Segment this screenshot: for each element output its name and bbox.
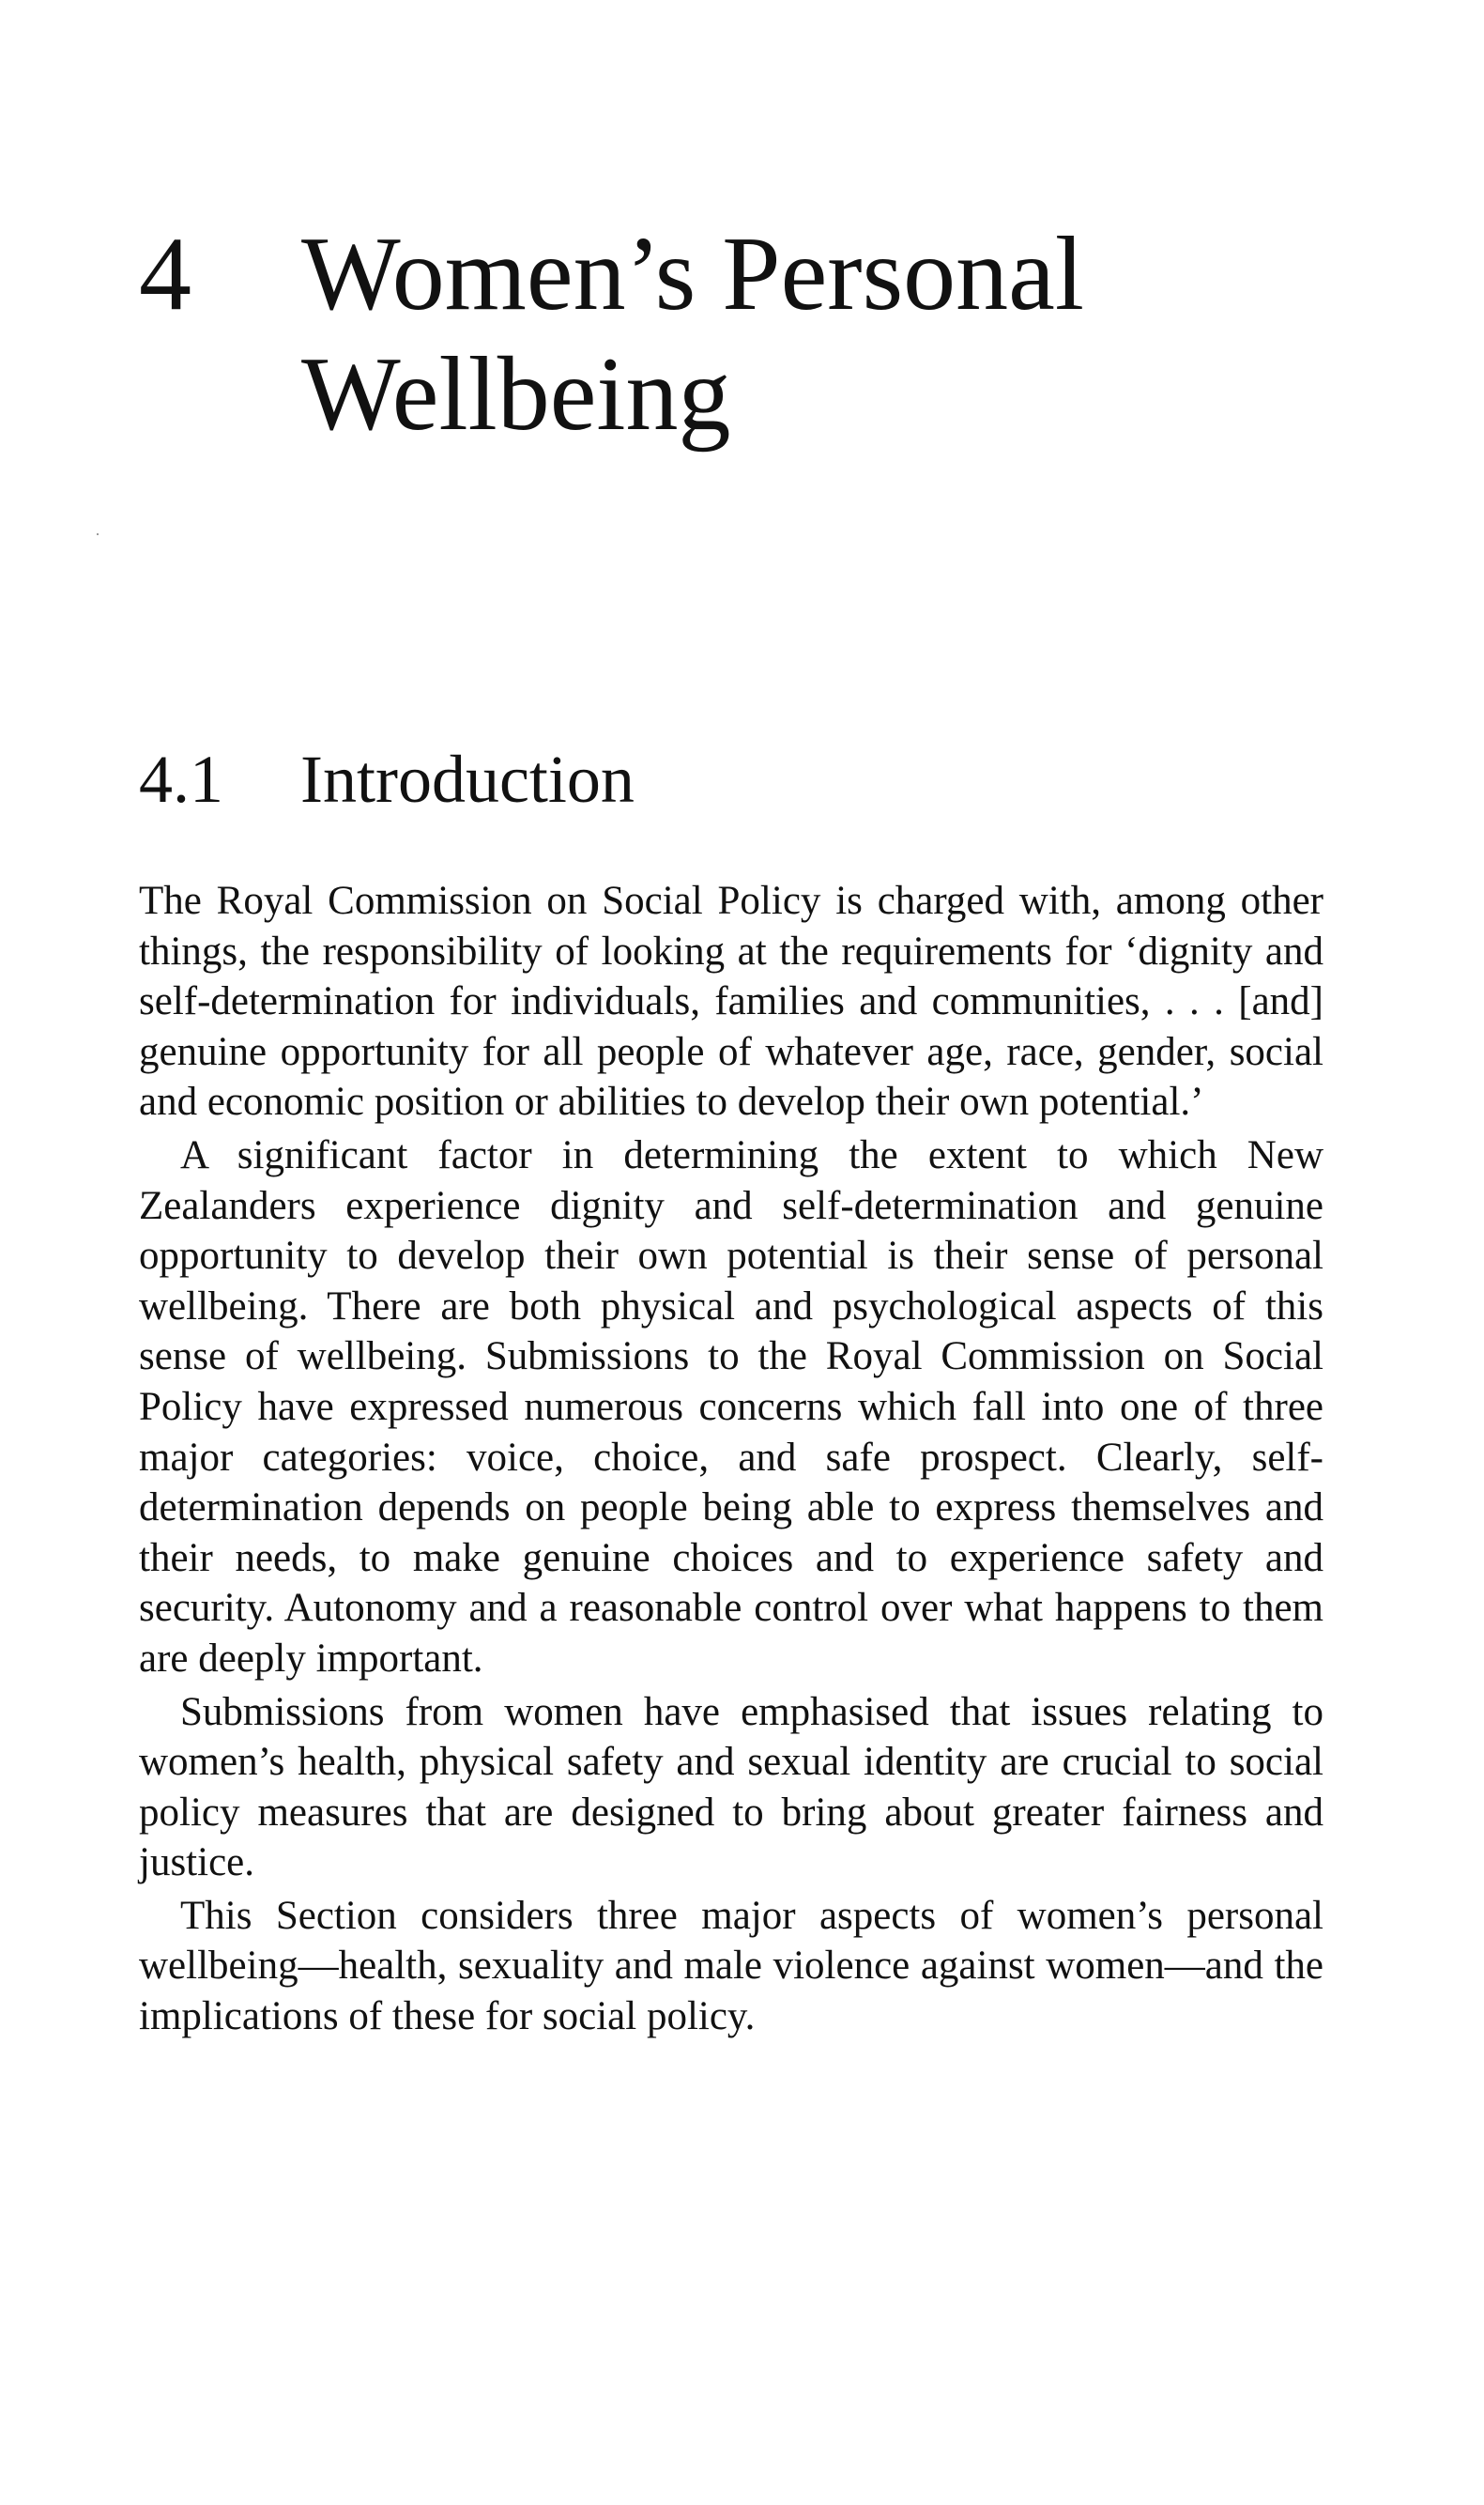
chapter-number: 4 — [139, 216, 191, 332]
paragraph: A significant factor in determining the extent to which New Zealanders experience dignity and self-determination and genuine opportunity to develop their own potential is their sense of personal wellbeing. There are both physical and psychological aspects of this sense of wellbeing. Submissions to the Royal Commission on Social Policy have expressed numerous concerns which fall into one of three major categories: voice, choice, and safe prospect. Clearly, self-determination depends on people being able to express themselves and their needs, to make genuine choices and to experience safety and security. Autonomy and a reasonable control over what happens to them are deeply important. — [139, 1132, 1323, 1681]
body-text — [139, 876, 1323, 2042]
section-title: Introduction — [300, 742, 635, 817]
paragraph: This Section considers three major aspects of women’s personal wellbeing—health, sexuality and male violence against women—and the implications of these for social policy. — [139, 1893, 1323, 2039]
paragraph: The Royal Commission on Social Policy is charged with, among other things, the responsibility of looking at the requirements for ‘dignity and self-determination for individuals, families and communities, . . . [and] genuine opportunity for all people of whatever age, race, gender, social and economic position or abilities to develop their own potential.’ — [139, 879, 1323, 1125]
chapter-title: Women’s Personal Wellbeing — [301, 216, 1084, 453]
section-heading — [139, 739, 635, 820]
scan-speck — [97, 533, 99, 535]
paragraph: Submissions from women have emphasised that issues relating to women’s health, physical safety and sexual identity are crucial to social policy measures that are designed to bring about greater fairness and justice. — [139, 1689, 1323, 1885]
section-number: 4.1 — [139, 742, 223, 817]
